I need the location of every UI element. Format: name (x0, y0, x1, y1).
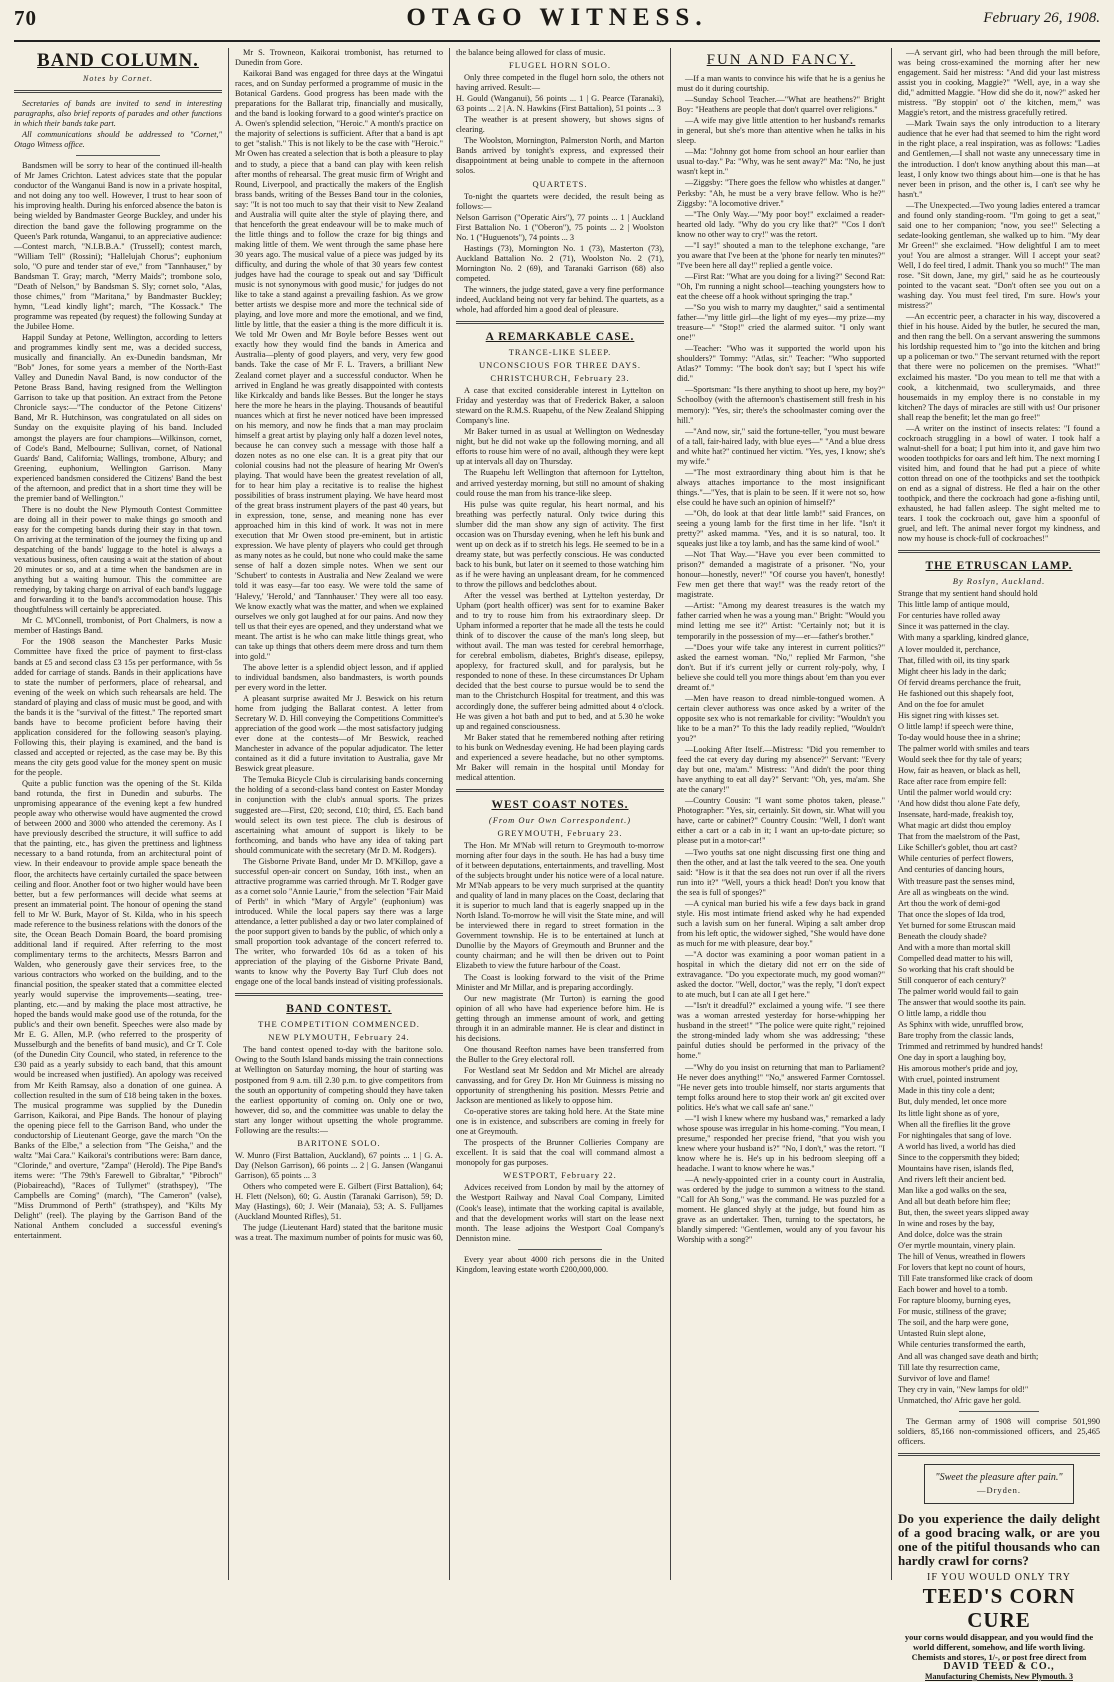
poem-line: Since it was patterned in the clay. (898, 622, 1010, 632)
article-paragraph: Others who competed were E. Gilbert (First Battalion), 64; H. Flett (Nelson), 60; G. Austin (Taranaki Garrison), 59; D. May (Hastings), 60; J. Weir (Manaia), 53; A. S. Fulljames (Auckland Mounted Rifles), 51. (235, 1181, 443, 1222)
poem-line: The soil, and the harp were gone, (898, 1318, 1009, 1328)
quartets-heading: QUARTETS. (532, 178, 588, 189)
divider (235, 993, 443, 996)
joke-item: —Sunday School Teacher.—"What are heathens?" Bright Boy: "Heathens are people that don't quarrel over religions." (677, 95, 885, 115)
poem-line: Strange that my sentient hand should hold (898, 589, 1038, 599)
poem-line: Its little light shone as of yore, (898, 1108, 1000, 1118)
article-paragraph: For Westland seat Mr Seddon and Mr Michel are already canvassing, and for Grey Dr. Hon Mr Guinness is missing no opportunity of strengthening his position. Messrs Petrie and Jackson are mentioned as likely to oppose him. (456, 1065, 664, 1106)
poem-line: Beneath the cloudy shade? (898, 931, 987, 941)
poem-line: While centuries transformed the earth, (898, 1340, 1026, 1350)
newspaper-title: OTAGO WITNESS. (406, 4, 708, 31)
poem-line: Still conqueror of each century?' (898, 975, 1006, 985)
advert-quote: "Sweet the pleasure after pain." (935, 1471, 1063, 1483)
joke-item: —"Does your wife take any interest in current politics?" asked the earnest woman. "No," replied Mr Farmon, "she don't. But if it's current jelly or current roly-poly, why, I believe she could tell you more things about 'em than you ever dreamt of." (677, 642, 885, 692)
column-3 (456, 48, 664, 1578)
page-number: 70 (14, 6, 37, 30)
poem-line: Are all as wingbeats on the wind. (898, 887, 1009, 897)
joke-item: —Ziggsby: "There goes the fellow who whistles at danger." Perksby: "Ah, he must be a very brave fellow. Who is he?" Ziggsby: "A locomotive driver." (677, 178, 885, 208)
article-paragraph: The above letter is a splendid object lesson, and if applied to individual bandsmen, also bandmasters, is worth pounds per every word in the letter. (235, 662, 443, 692)
poem-byline: By Roslyn, Auckland. (952, 576, 1046, 587)
joke-item: —Men have reason to dread nimble-tongued women. A certain clever authoress was once asked by a writer of the opposite sex who is not remarkable for civility: "Wouldn't you like to be a man?" To this the lady readily replied, "Wouldn't you?" (677, 693, 885, 743)
column-2 (235, 48, 443, 1578)
article-paragraph: The Coast is looking forward to the visit of the Prime Minister and Mr Millar, and is preparing accordingly. (456, 972, 664, 992)
poem-line: One day in sport a laughing boy, (898, 1053, 1006, 1063)
poem-line: But, then, the sweet years slipped away (898, 1207, 1029, 1217)
remarkable-case-subheading: UNCONSCIOUS FOR THREE DAYS. (478, 360, 642, 371)
article-paragraph: The band contest opened to-day with the baritone solo. Owing to the South Island bands missing the train connections at Wellington on Saturday morning, the hour of starting was postponed from 9 a.m. till 2.30 p.m. to give competitors from the south an opportunity of competing should they have taken the earliest opportunity of coming on. Only one or two, however, did so, and the committee was unable to delay the start any longer without upsetting the whole programme. Following are the results:— (235, 1045, 443, 1135)
divider (898, 550, 1100, 553)
joke-item: —"The most extraordinary thing about him is that he always attaches importance to the most insignificant things."—"Yes, that is plain to be seen. If it were not so, how else could he have such an opinion of himself?" (677, 467, 885, 507)
west-coast-byline: (From Our Own Correspondent.) (488, 814, 632, 825)
remarkable-case-dateline: CHRISTCHURCH, February 23. (490, 373, 630, 384)
poem-line: So working that his craft should be (898, 964, 1015, 974)
article-paragraph: The German army of 1908 will comprise 501,990 soldiers, 85,166 non-commissioned officers, and 25,465 officers. (898, 1416, 1100, 1446)
divider (959, 1411, 1040, 1412)
poem-line: His signet ring with kisses set. (898, 710, 999, 720)
poem-line: In wine and roses by the bay, (898, 1218, 995, 1228)
poem-line: To-day would house thee in a shrine; (898, 732, 1021, 742)
poem-line: What magic art didst thou employ (898, 821, 1012, 831)
poem-line: Mountains have risen, islands fled, (898, 1163, 1014, 1173)
poem-line: And all but death before him flee; (898, 1196, 1011, 1206)
article-paragraph: Mr Baker stated that he remembered nothing after retiring to his bunk on Wednesday evening. He had been playing cards and experienced a severe headache, but no other symptoms. Mr Baker will remain in the hospital until Monday for medical attention. (456, 732, 664, 782)
poem-line: Untasted Ruin slept alone, (898, 1329, 986, 1339)
article-paragraph: There is no doubt the New Plymouth Contest Committee are doing all in their power to make things go smooth and easy for the competing bands during their stay in that town. On arriving at the termination of the journey the fixing up and despatching of the bands' luggage to the hotel is always a vexatious business, often causing a wait at the station of about 20 minutes or so, and at a time when the bandsmen are in anything but a waiting humour. This the committee are remedying, by taking charge on arrival of each band's luggage and forwarding it to the band's accommodation house. This thoughtfulness will certainly be appreciated. (14, 504, 222, 615)
advert-quote-box (924, 1464, 1074, 1504)
poem-line: Yet burned for some Etruscan maid (898, 920, 1016, 930)
poem-line: That once the slopes of Ida trod, (898, 909, 1006, 919)
poem-line: For lovers that kept no count of hours, (898, 1263, 1026, 1273)
column-rule (228, 48, 229, 1580)
article-paragraph: Quite a public function was the opening of the St. Kilda band rotunda, the first in Dunedin and suburbs. The unpromising appearance of the evening kept a few hundred people away who otherwise would have augmented the crowd of between 2000 and 3000 who attended the ceremony. As I have previously described the structure, it will suffice to add that the painting, etc., has given the prettiness and lightness necessary to a band rotunda, from an architectural point of view. In their endeavour to provide ample space beneath the floor, the architects have certainly curtailed the space between ceiling and floor. Another foot or two higher would have been better, but a few performances will decide what seems at present an immaterial point. The honour of opening the stand fell to Mr W. Burk, Mayor of St. Kilda, who in his speech made reference to the business relations with the donors of the site, the Ocean Beach Domain Board, the board promising additional land if required. After referring to the most complimentary terms to the architects, Messrs Barron and Walden, who generously gave their services free, to the various contractors who worked on the building, and to the financial position, the speaker stated that a committee elected yearly would supervise the improvements—seating, tree-planting, etc.—and by making the place most attractive, he hoped the bands would make good use of the rotunda, for the public's and their own benefit. Speeches were also made by Mr E. G. Allen, M.P. (who referred to the prosperity of Musselburgh and the benefits of band music), and Cr T. Cole (of the Dunedin City Council, who stated, in reference to the £30 paid as a yearly subsidy to each band, that this amount would be increased when justified). An apology was received from Mr Keith Ramsay, also a donation of one guinea. A collection resulted in the sum of £18 being taken in the boxes. The musical programme was supplied by the Dunedin Garrison, Kaikorai, and Pipe Bands. The honour of playing the opening piece fell to the Garrison Band, who under the conductorship of Lieutenant George, gave the march "On the Banks of the Elbe," a selection from "The Geisha," and the waltz "Mai Cara." Kaikorai's contributions were: Barn dance, "Clorinde," and overture, "Zampa" (Herold). The Pipe Band's items were: "The 79th's Farewell to Gibraltar," "Pibroch" (Piobaireachd), "Races of Tullymet" (strathspey), "The Campbells are Coming" (march), "The Cameron" (valse), "Miss Drummond of Perth" (strathspey), and "Kilts My Delight" (reel). The playing by the Garrison Band of the National Anthem concluded a successful evening's entertainment. (14, 779, 222, 1241)
poem-line: Trimmed and retrimmed by hundred hands! (898, 1042, 1044, 1052)
poem-line: For rapture bloomy, burning eyes, (898, 1296, 1011, 1306)
article-paragraph: The Woolston, Mornington, Palmerston North, and Marton Bands arrived by tonight's express, and expressed their disappointment at being unable to compete in the afternoon solos. (456, 136, 664, 176)
poem-line: For music, stillness of the grave; (898, 1307, 1007, 1317)
article-paragraph: Mr C. M'Connell, trombonist, of Port Chalmers, is now a member of Hastings Band. (14, 616, 222, 636)
poem-line: O'er myrtle mountain, vinery plain. (898, 1241, 1016, 1251)
band-contest-dateline: NEW PLYMOUTH, February 24. (268, 1032, 410, 1043)
westport-dateline: WESTPORT, February 22. (503, 1170, 617, 1181)
poem-line: He fashioned out this shapely foot, (898, 688, 1014, 698)
poem-line: As Sphinx with wide, unruffled brow, (898, 1020, 1024, 1030)
issue-date: February 26, 1908. (983, 10, 1100, 26)
west-coast-dateline: GREYMOUTH, February 23. (497, 827, 623, 838)
remarkable-case-heading: A REMARKABLE CASE. (485, 331, 635, 344)
poem-line: Insensate, hard-made, freakish toy, (898, 810, 1014, 820)
poem-line: The answer that would soothe its pain. (898, 998, 1026, 1008)
joke-item: —A cynical man buried his wife a few days back in grand style. His most intimate friend asked why he had expended such a lavish sum on her funeral. Wiping a salt amber drop from his left optic, the widower sighed, "She would have done as much for me with pleasure, dear boy." (677, 898, 885, 948)
article-paragraph: The Temuka Bicycle Club is circularising bands concerning the holding of a second-class band contest on Easter Monday in conjunction with the club's annual sports. The prizes suggested are—First, £20; second, £10; third, £5. Each band would select its own test piece. The club is desirous of ascertaining what amount of support is likely to be forthcoming, and bands who have any idea of taking part should communicate with the secretary (Mr D. M. Rodgers). (235, 775, 443, 855)
poem-line: Like Schiller's goblet, thou art cast? (898, 843, 1018, 853)
article-paragraph: Our new magistrate (Mr Turton) is earning the good opinion of all who have had experience before him. He is getting through an immense amount of work, and getting through it in an admirable manner. He is clear and distinct in his decisions. (456, 993, 664, 1043)
poem-line: How, fair as heaven, or black as hell, (898, 766, 1021, 776)
baritone-solo-heading: BARITONE SOLO. (297, 1137, 381, 1148)
article-paragraph: Kaikorai Band was engaged for three days at the Wingatui races, and on Sunday performed a programme of music in the Botanical Gardens. Good progress has been made with the preparations for the Ballarat trip, financially and musically, and the band is looking forward to a good winter's practice on A. Owen's splendid selection, "Heroic." A month's practice on the majority of selections is sufficient. After that a band is apt to get "stalish." This is not likely to be the case with "Heroic." Mr Owen has created a selection that is both a pleasure to play and to study, a piece that a band can play with keen relish after months of rehearsal. The great music firm of Wright and Round, Liverpool, and practically the makers of the English brass bands, writing of the Besses Band tour in the colonies, say: "It is not too much to say that their visit to New Zealand and Australia will quite alter the style of playing there, and that henceforth the great endeavour will be to make much of the little things and to follow the craze for big things and making little of them. We went through the same phase here 30 years ago. The musical value of a piece was judged by its difficulty, and during the whole of that 30 years few contest judges have had the courage to speak out and say 'Difficult music is not synonymous with good music,' for judges do not like to take a stand against a prevailing fashion. As we grow better artists we despise more and more the technical side of playing, and love more and more the emotional, and we find, little by little, that the easier a thing is the more difficult it is. We told Mr Owen and Mr Boyle before Besses went out exactly how they would find the bands in America and Australia—plenty of good players, and very, very few good bands. Take the case of Mr F. L. Travers, a brilliant New Zealand cornet player and a successful conductor. When he arrived in England he was greatly disappointed with contests like Kirkcaldy and bands like Besses. But the longer he stays here the more he hears in the playing. Thousands of beautiful nuances which at first he never noticed have been impressed on his memory, and now he finds that a man may proclaim himself a great artist by playing only half a dozen level notes, because he can convey such a message with those half a dozen notes as no one else can. It is a great pity that our colonial cousins had not the pleasure of hearing Mr Owen's playing. That would have been the greatest revelation of all, for to hear him play a recitative is to realise the highest possibilities of brass instrument playing. We have heard most of the great brass instrument players of the past 40 years, but in expression, tone, sense, and meaning none has ever approached him in this kind of work. It was not in mere execution that Mr Owen stood pre-eminent, but in artistic expression. We have plenty of players who could get through as many notes as he could, but none who could make the same sense of half a dozen simple notes. When we sent our 'Schubert' to contests in Australia and New Zealand we were told it was easy—far too easy. We were told the same of 'Halevy,' 'Herold,' and 'Tannhauser.' They were all too easy. We know exactly what was the matter, and when we explained ourselves we only got laughed at for our pains. And now they tell us that their eyes are opened, and they understand what we meant. The artist is he who can make little things great, who can take up things that others deem mere dross and turn them into gold." (235, 69, 443, 661)
column-rule (670, 48, 671, 1580)
poem-line: A world has lived, a world has died (898, 1141, 1016, 1151)
poem-line: And centuries of dancing hours, (898, 865, 1005, 875)
poem-line: That, filled with oil, its tiny spark (898, 655, 1010, 665)
west-coast-heading: WEST COAST NOTES. (491, 798, 629, 811)
poem-line: Till Fate transformed like crack of doom (898, 1274, 1033, 1284)
joke-item: —"Why do you insist on returning that man to Parliament? He never does anything!" "No," answered Farmer Corntossel. "He never gets into trouble himself, nor starts arguments that tempt folks around here to stop their work an' git excited over politics. He's what we call safe an' sane." (677, 1062, 885, 1112)
article-paragraph: Bandsmen will be sorry to hear of the continued ill-health of Mr James Crichton. Latest advices state that the popular conductor of the Wanganui Band is now in a private hospital, and not doing any too well. However, I trust to hear soon of his improving health. During his enforced absence the baton is being wielded by Bandmaster George Buckley, and under his direction the band gave the following programme on the Queen's Park rotunda, Wanganui, to an appreciative audience:—Contest march, "N.I.B.B.A." (Trussell); contest march, "William Tell" (Rossini); "Hallelujah Chorus"; euphonium solo, "O pure and tender star of eve," from "Tannhauser," by Bandsman T. Gray; march, "Merry Maids"; trombone solo, "Death of Nelson," by Bandsman S. Sly; cornet solo, "Alas, those chimes," from "Maritana," by Bandmaster Buckley; hymn, "Lead kindly light"; march, "The Kossack." The programme was repeated (by request) the following Sunday at the Jubilee Home. (14, 161, 222, 331)
poem-line: And dolce, dolce was the strain (898, 1230, 1003, 1240)
divider (76, 155, 159, 156)
poem-line: And all was changed save death and birth; (898, 1351, 1039, 1361)
poem-line: With cruel, pointed instrument (898, 1075, 1000, 1085)
article-paragraph: A case that excited considerable interest in Lyttelton on Friday and yesterday was that of Frederick Baker, a saloon steward on the R.M.S. Ruapehu, of the New Zealand Shipping Company's line. (456, 386, 664, 426)
poem-line: A lover moulded it, perchance, (898, 644, 1001, 654)
poem-line: Would seek thee for thy tale of years; (898, 755, 1022, 764)
poem-line: O little lamp, a riddle thou (898, 1009, 987, 1019)
joke-item: —"Oh, do look at that dear little lamb!" said Frances, on seeing a young lamb for the first time in her life. "Isn't it pretty?" asked mamma. "Yes, and it is so natural, too. It squeaks just like a toy lamb, and has the same kind of wool." (677, 508, 885, 549)
poem-line: With treasure past the senses mind, (898, 876, 1015, 886)
joke-item: —The Unexpected.—Two young ladies entered a tramcar and found only standing-room. "I'm going to get a seat," said one to her companion; "now, you see!" Selecting a sedate-looking gentleman, she walked up to him. "My dear Mr Green!" she exclaimed. "How delightful I am to meet you! You are almost a stranger. Will I accept your seat? Well, I do feel tired, I admit. Thank you so much!" The man rose. "Sit down, Jane, my girl," said he as he courteously pointed to the vacant seat. "Don't often see you out on a washing day. You must feel tired, I'm sure. How's your mistress?" (898, 200, 1100, 311)
joke-item: —An eccentric peer, a character in his way, discovered a thief in his house. Aided by the butler, he secured the man, and then rang the bell. On a servant answering the summons his lordship requested him to "go into the kitchen and bring up a policeman or two." The servant returned with the report that there were no policemen on the premises. "What!" exclaimed his master. "Do you mean to tell me that with a cook, a kitchenmaid, two scullerymaids, and three housemaids in my employ there is no constable in my kitchen? The days of miracles are still with us! Our prisoner shall reap the benefit; let the man go free!" (898, 312, 1100, 422)
advert-price: Chemists and stores, 1/-, or post free direct from (911, 1651, 1087, 1662)
divider (898, 1453, 1100, 1456)
band-contest-heading: BAND CONTEST. (286, 1003, 392, 1016)
joke-item: —"So you wish to marry my daughter," said a sentimental father—"my little girl—the light of my eyes—my prize—my treasure—" "Stop!" cried the alarmed suitor. "I only want one!" (677, 303, 885, 343)
poem-line: Race after race from empire fell: (898, 777, 1007, 787)
article-paragraph: Advices received from London by mail by the attorney of the Westport Railway and Naval Coal Company, Limited (Cook's lease), intimate that the working capital is available, and that the development works will start on the lease next month. The lease adjoins the Westport Coal Company's Denniston mine. (456, 1183, 664, 1243)
joke-item: —A writer on the instinct of insects relates: "I found a cockroach struggling in a bowl of water. I took half a walnut-shell for a boat; I put him into it, and gave him two wooden toothpicks for oars and left him. The next morning I visited him, and found that he had put a piece of white cotton thread on one of the toothpicks and set the toothpick on end as a signal of distress. He fled a hair on the other toothpick, and there the cockroach had gone a-fishing until, exhausted, he had fallen asleep. The sight melted me to tears. I took the cockroach out, gave him a spoonful of gruel, and left. The animal never forgot my kindness, and now my house is chock-full of cockroaches!" (898, 423, 1100, 544)
poem-line: Might cheer his lady in the dark; (898, 666, 1007, 676)
results-list: W. Munro (First Battalion, Auckland), 67 points ... 1 | G. A. Day (Nelson Garrison), 66 points ... 2 | G. Jansen (Wanganui Garrison), 65 points ... 3 (235, 1150, 443, 1180)
article-paragraph: Happil Sunday at Petone, Wellington, according to letters and programmes kindly sent me, was a decided success, musically and financially. An ex-Dunedin bandsman, Mr "Bob" Jones, for some years a member of the North-East Valley and Dunedin Naval Band, is now conductor of the Petone Brass Band, having resigned from the Wellington Garrison to take up that position. An extract from the Petone Chronicle says:—"The conductor of the Petone Citizens' Band, Mr R. Hutchinson, was congratulated on all sides on Sunday on the exquisite playing of his band. Included amongst the players are four champions—Wilkinson, cornet, of Code's Band, Melbourne; Sullivan, cornet, of National Guards' Band, California; Wallings, trombone, Albury; and Greening, euphonium, Wellington Garrison. Many experienced bandsmen considered the Citizens' Band the best of the afternoon, and predict that in a short time they will be the premier band of Wellington." (14, 333, 222, 503)
poem-line: And with a more than mortal skill (898, 942, 1011, 952)
divider (14, 90, 222, 93)
poem-line: 'And how didst thou alone Fate defy, (898, 799, 1020, 809)
advert-address: Manufacturing Chemists, New Plymouth. 3 (925, 1672, 1073, 1681)
column-1 (14, 48, 222, 1578)
joke-item: —First Rat: "What are you doing for a living?" Second Rat: "Oh, I'm running a night school—teaching youngsters how to eat the cheese off a hook without springing the trap." (677, 271, 885, 301)
poem-line: Made in this tiny cole a dent; (898, 1086, 995, 1096)
article-paragraph: A pleasant surprise awaited Mr J. Beswick on his return home from judging the Ballarat contest. A letter from Secretary W. D. Hill conveying the Competitions Committee's appreciation of the good work —the most satisfactory judging ever done at the contests—of Mr Beswick, reached Manchester in advance of the popular adjudicator. The letter contained as it did a future invitation to Australia, gave Mr Beswick great pleasure. (235, 694, 443, 774)
advert-if-line: IF YOU WOULD ONLY TRY (927, 1571, 1071, 1583)
poem-line: When all the fireflies lit the grove (898, 1119, 1011, 1129)
band-notice: Secretaries of bands are invited to send in interesting paragraphs, also brief reports of parades and other functions in which their bands take part. (14, 99, 222, 129)
poem-line: Since to the coppersmith they bided; (898, 1152, 1020, 1162)
flugel-horn-heading: FLUGEL HORN SOLO. (509, 60, 611, 71)
article-paragraph: Mr S. Trowneon, Kaikorai trombonist, has returned to Dunedin from Gore. (235, 48, 443, 68)
joke-item: —"Isn't it dreadful?" exclaimed a young wife. "I see there was a woman arrested yesterday for horse-whipping her husband in the street!" "The police were quite right," rejoined the strong-minded lady whom she was addressing; "these painful duties should be performed in the privacy of the home." (677, 1001, 885, 1061)
article-paragraph: The Hon. Mr M'Nab will return to Greymouth to-morrow morning after four days in the south. He has had a busy time of it between deputations, entertainments, and travelling. Most of the subjects brought under his notice were of a local nature. Mr M'Nab appears to be very much surprised at the quantity and quality of land in many places on the Coast, declaring that it is superior to much land that is eagerly snapped up in the North Island. To-morrow he will visit the State mine, and will be interviewed there in regard to street formation in the Government township. He is to be entertained at lunch at Dunollie by the Mayors of Greymouth and Brunner and the county chairman; and he will then be driven out to Point Elizabeth to view the future harbour of the Coast. (456, 840, 664, 971)
poem-line: The palmer world would fail to gain (898, 986, 1019, 996)
poem-title: THE ETRUSCAN LAMP. (925, 560, 1073, 573)
poem-line: This little lamp of antique mould, (898, 600, 1010, 610)
joke-item: —Teacher: "Who was it supported the world upon his shoulders?" Tommy: "Atlas, sir." Teacher: "Who supported Atlas?" Tommy: "The book don't say; but I 'spect his wife did." (677, 344, 885, 384)
joke-item: —If a man wants to convince his wife that he is a genius he must do it during courtship. (677, 74, 885, 94)
article-paragraph: The winners, the judge stated, gave a very fine performance indeed, Auckland being not very far behind. The quartets, as a whole, had afforded him a good deal of pleasure. (456, 284, 664, 315)
article-paragraph: His pulse was quite regular, his heart normal, and his breathing was perfectly natural. Only twice during this slumber did the man show any sign of activity. The first occasion was on Thursday evening, when he left his bunk and went up on deck as if to stretch his legs. He seemed to be in a dreamy state, but was perfectly conscious. He was conducted back to his bunk, but later on it seemed to those watching him as if he were having an unpleasant dream, for he commenced to throw the pillows and bedclothes about. (456, 499, 664, 589)
divider (456, 321, 664, 324)
poem-line: Until the palmer world would cry: (898, 788, 1012, 798)
advert-lead (898, 1512, 1100, 1568)
joke-item: —Artist: "Among my dearest treasures is the watch my father carried when he was a young man." Bright: "Would you mind letting me see it?" Artist: "Certainly not; but it is temporarily in the possession of my—er—father's brother." (677, 601, 885, 641)
poem-line: For nightingales that sang of love. (898, 1130, 1012, 1140)
joke-item: —"I wish I knew where my husband was," remarked a lady whose spouse was irregular in his home-coming. "You mean, I presume," responded her precise friend, "that you wish you knew where your husband is?" "No, I don't," was the retort. "I know where he is. He's up in his bedroom sleeping off a headache. I want to know where he was." (677, 1113, 885, 1173)
poem-line: And rivers left their ancient bed. (898, 1174, 1006, 1184)
poem-line: But, duly mended, let once more (898, 1097, 1007, 1107)
poem-line: The hill of Venus, wreathed in flowers (898, 1252, 1026, 1262)
fun-and-fancy-heading: FUN AND FANCY. (706, 52, 856, 68)
poem-body (898, 589, 1100, 1405)
article-paragraph: the balance being allowed for class of music. (456, 48, 606, 57)
joke-item: —Sportsman: "Is there anything to shoot up here, my boy?" Schoolboy (with the afternoon's chastisement still fresh in his memory): "Yes, sir; there's the schoolmaster coming over the hill." (677, 385, 885, 425)
poem-line: They cry in vain, "New lamps for old!" (898, 1384, 1029, 1394)
joke-item: —Two youths sat one night discussing first one thing and then the other, and at last the talk veered to the sea. One youth said: "How is it that the sea does not run over if all the rivers run into it?" "Well, yours a thick head! Don't you know that the sea is full of sponges?" (677, 847, 885, 897)
poem-line: His amorous mother's pride and joy, (898, 1064, 1018, 1074)
column-rule (449, 48, 450, 1580)
poem-line: Of fervid dreams perchance the fruit, (898, 677, 1022, 687)
column-rule (891, 48, 892, 1580)
column-5 (898, 48, 1100, 1681)
joke-item: —Not That Way.—"Have you ever been committed to prison?" demanded a magistrate of a prisoner. "No, your honour—honestly, never!" "Of course you haven't, honestly! Few men get there that way!" was the ready retort of the magistrate. (677, 550, 885, 600)
joke-item: —A newly-appointed crier in a county court in Australia, was ordered by the judge to summon a witness to the stand. "Call for Ah Song," was the command. He was puzzled for a moment. He glanced shyly at the judge, but found him as grave as an undertaker. Then, turning to the spectators, he blandly simpered: "Gentlemen, would any of you favour his Worship with a song?" (677, 1175, 885, 1245)
joke-item: —Ma: "Johnny got home from school an hour earlier than usual to-day." Pa: "Why, was he sent away?" Ma: "No, he just wasn't kept in." (677, 147, 885, 177)
poem-line: The palmer world with smiles and tears (898, 743, 1030, 753)
article-paragraph: Mr Baker turned in as usual at Wellington on Wednesday night, but he did not wake up the following morning, and all efforts to rouse him were of no avail, although they were kept up at intervals all day on Thursday. (456, 427, 664, 467)
article-paragraph: The Gisborne Private Band, under Mr D. M'Killop, gave a successful open-air concert on Sunday, 16th inst., when an attractive programme was carried through. Mr T. Rodger gave as a cornet solo "Annie Laurie," from the selection "Fair Maid of Perth" in which "Mary of Argyle" (euphonium) was introduced. While the local papers say there was a large attendance, a letter published a day or two later complained of the poor support given to bands by the public, of which only a small proportion took advantage of the concert referred to. The writer, who forwarded 10s 6d as a token of his appreciation of the playing of the Gisborne Private Band, wants to know why the Poverty Bay Turf Club does not engage one of the local bands instead of visiting professionals. (235, 856, 443, 987)
poem-line: Survivor of love and flame! (898, 1373, 991, 1383)
article-paragraph: After the vessel was berthed at Lyttelton yesterday, Dr Upham (port health officer) was sent for to examine Baker and to try to rouse him from his extraordinary sleep. Dr Upham informed a reporter that he made all the tests he could think of to discover the cause of the man's long sleep, but without avail. The man was tested for cerebral hemorrhage, for cerebral embolism, diabetes, Bright's disease, epilepsy, apoplexy, for fractured skull, and for paralysis, but he responded to none of these. In these circumstances Dr Upham decided that the best course to pursue would be to send the man to the Christchurch Hospital for treatment, and this was accordingly done, the sufferer being admitted about 4 o'clock. He was given a hot bath and put to bed, and at 5.30 he woke up and regained consciousness. (456, 591, 664, 731)
poem-line: Bare trophy from the classic lands, (898, 1031, 1014, 1041)
remarkable-case-subheading: TRANCE-LIKE SLEEP. (508, 347, 612, 358)
poem-line: With many a sparkling, kindred glance, (898, 633, 1029, 643)
article-paragraph: Every year about 4000 rich persons die in the United Kingdom, leaving estate worth £200,000,000. (456, 1254, 664, 1274)
article-paragraph: One thousand Reefton names have been transferred from the Buller to the Grey electoral roll. (456, 1044, 664, 1064)
advert-quote-author: —Dryden. (976, 1484, 1022, 1495)
joke-item: —"A doctor was examining a poor woman patient in a hospital in which the dietary did not err on the side of extravagance. "Do you expectorate much, my good woman?" asked the doctor. "Well, doctor," was the reply, "I don't expect to ate much, but I can ate all I get here." (677, 949, 885, 1000)
poem-line: While centuries of perfect flowers, (898, 854, 1014, 864)
advert-lead-text: Do you experience the daily delight of a good bracing walk, or are you one of the pitiful thousands who can hardly crawl for corns? (898, 1510, 1100, 1568)
results-list: Nelson Garrison ("Operatic Airs"), 77 points ... 1 | Auckland First Battalion No. 1 ("Oberon"), 75 points ... 2 | Woolston No. 1 ("Huguenots"), 74 points ... 3 (456, 212, 664, 242)
joke-item: —A servant girl, who had been through the mill before, was being cross-examined the morning after her new engagement. Said her mistress: "And did your last mistress assist you in cooking, Maggie?" "Well, aye, in a way she did," admitted Maggie. "How did she do it, now?" asked her mistress. "By stoppin' oot o' the kitchen, mem," was Maggie's retort, and the mistress gracefully retired. (898, 48, 1100, 118)
poem-line: That from the maelstrom of the Past, (898, 832, 1020, 842)
band-column-heading: BAND COLUMN. (37, 50, 199, 71)
poem-line: Compelled dead matter to his will, (898, 953, 1013, 963)
poem-line: Art thou the work of demi-god (898, 898, 1001, 908)
divider (456, 789, 664, 792)
divider (518, 1249, 601, 1250)
poem-line: For centuries have rolled away (898, 611, 1001, 621)
joke-item: —A wife may give little attention to her husband's remarks in general, but she's more than attentive when he talks in his sleep. (677, 116, 885, 146)
advert-product-name: TEED'S CORN CURE (922, 1583, 1076, 1632)
poem-line: Till late thy resurrection came, (898, 1362, 1000, 1372)
article-paragraph: Only three competed in the flugel horn solo, the others not having arrived. Result:— (456, 73, 664, 93)
article-paragraph: To-night the quartets were decided, the result being as follows:— (456, 191, 664, 211)
advert-firm: DAVID TEED & CO., (943, 1660, 1055, 1672)
joke-item: —"I say!" shouted a man to the telephone exchange, "are you aware that I've been at the 'phone for nearly ten minutes?" "I've been here all day!" replied a gentle voice. (677, 240, 885, 270)
article-paragraph: The Ruapehu left Wellington that afternoon for Lyttelton, and arrived yesterday morning, but still no amount of shaking could rouse the man from his trance-like sleep. (456, 468, 664, 498)
masthead (14, 4, 1100, 42)
band-column-byline: Notes by Cornet. (83, 74, 153, 83)
article-paragraph: Hastings (73), Mornington No. 1 (73), Masterton (73), Auckland Battalion No. 2 (71), Woolston No. 2 (71), Mornington No. 2 (69), and Taranaki Garrison (68) also competed. (456, 243, 664, 283)
joke-item: —Looking After Itself.—Mistress: "Did you remember to feed the cat every day during my absence?" Servant: "Every day but one, ma'am." Mistress: "And didn't the poor thing have anything to eat all day?" Servant: "Oh, yes, ma'am. She ate the canary!" (677, 745, 885, 795)
band-notice: All communications should be addressed to "Cornet," Otago Witness office. (14, 130, 222, 150)
band-contest-subheading: THE COMPETITION COMMENCED. (258, 1019, 420, 1030)
joke-item: —Country Cousin: "I want some photos taken, please." Photographer: "Yes, sir, certainly. Sit down, sir. What will you have, carte or cabinet?" Country Cousin: "Well, I don't want either a cart or a cab in it; I want an up-to-date picture; so please put in a motor-car!" (677, 796, 885, 846)
results-list: H. Gould (Wanganui), 56 points ... 1 | G. Pearce (Taranaki), 63 points ... 2 | A. N. Hawkins (First Battalion), 51 points ... 3 (456, 94, 664, 114)
joke-item: —"The Only Way.—"My poor boy!" exclaimed a reader-hearted old lady. "Why do you cry like that?" "'Cos I don't know no other way to cry!" was the retort. (677, 209, 885, 239)
article-paragraph: The prospects of the Brunner Collieries Company are excellent. It is said that the coal will command almost a monopoly for gas purposes. (456, 1138, 664, 1168)
poem-line: And on the foe for amulet (898, 699, 984, 709)
advert-claim: your corns would disappear, and you would find the world different, somehow, and life worth living. (904, 1631, 1094, 1652)
article-paragraph: The judge (Lieutenant Hard) stated that the baritone music was a treat. The maximum number of points for music was 60, (235, 1223, 443, 1243)
column-4 (677, 48, 885, 1578)
poem-line: Each bower and hovel to a tomb. (898, 1285, 1008, 1295)
poem-line: O little lamp! if speech were thine, (898, 721, 1014, 731)
poem-line: Man like a god walks on the sea, (898, 1185, 1007, 1195)
joke-item: —Mark Twain says the only introduction to a literary audience that he ever had that seemed to him the right word in the right place, a real inspiration, was as follows: "Ladies and Gentlemen,—I shall not waste any unnecessary time in the introduction. I don't know anything about this man—at least, I only know two things about him—one is that he has never been in prison, and the other is, I can't see why he hasn't." (898, 119, 1100, 199)
poem-line: Unmatched, tho' Afric gave her gold. (898, 1395, 1021, 1405)
joke-item: —"And now, sir," said the fortune-teller, "you must beware of a tall, fair-haired lady, with blue eyes—" "And a blue dress and white hat?" continued her victim. "Yes, yes, I know; she's my wife." (677, 426, 885, 466)
article-paragraph: Co-operative stores are taking hold here. At the State mine one is in existence, and subscribers are coming in freely for one at Greymouth. (456, 1107, 664, 1137)
article-paragraph: The weather is at present showery, but shows signs of clearing. (456, 115, 664, 135)
article-paragraph: For the 1908 season the Manchester Parks Music Committee have fixed the price of payment to first-class bands at £5 and second class £3 15s per performance, with 5s added for carriage of stands. Bands in their applications have to state the number of performers, place of rehearsal, and evening of the week on which such rehearsals are held. The standard of playing and class of music must be good, and with the bands it is the "survival of the fittest." The reported smart bands have to become proficient before having their application considered for the following season's playing. Following this, their playing is examined, and the band is classed and accepted or rejected, as the case may be. By this means the city gets good value for the money spent on music for the people. (14, 637, 222, 778)
